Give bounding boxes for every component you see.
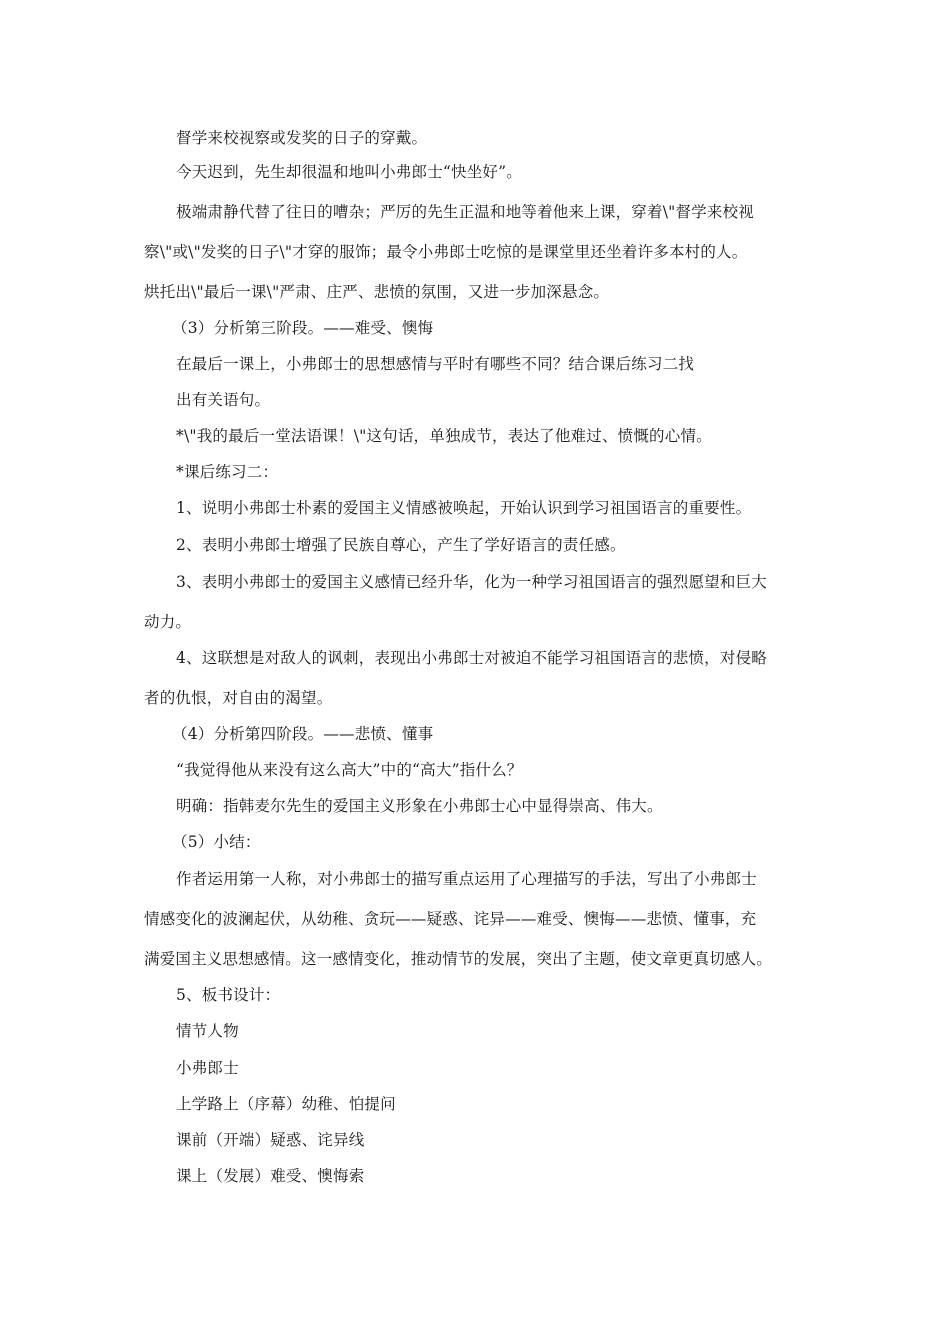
paragraph-line: 烘托出\"最后一课\"严肃、庄严、悲愤的氛围，又进一步加深悬念。	[144, 283, 610, 301]
paragraph-line: 情感变化的波澜起伏，从幼稚、贪玩——疑惑、诧异——难受、懊悔——悲愤、懂事，充	[144, 910, 757, 928]
paragraph-line: 察\"或\"发奖的日子\"才穿的服饰；最令小弗郎士吃惊的是课堂里还坐着许多本村的人。	[144, 243, 748, 261]
paragraph-line: 督学来校视察或发奖的日子的穿戴。	[176, 129, 428, 147]
list-item-continuation: 者的仇恨，对自由的渴望。	[144, 689, 333, 707]
paragraph-line: 情节人物	[176, 1022, 239, 1040]
list-item: 4、这联想是对敌人的讽刺，表现出小弗郎士对被迫不能学习祖国语言的悲愤，对侵略	[176, 649, 767, 667]
paragraph-line: 满爱国主义思想感情。这一感情变化，推动情节的发展，突出了主题，使文章更真切感人。	[144, 950, 773, 968]
section-heading: （4）分析第四阶段。——悲愤、懂事	[172, 725, 434, 743]
paragraph-line: 小弗郎士	[176, 1059, 239, 1077]
paragraph-line: 作者运用第一人称，对小弗郎士的描写重点运用了心理描写的手法，写出了小弗郎士	[176, 870, 757, 888]
paragraph-line: 上学路上（序幕）幼稚、怕提问	[176, 1095, 396, 1113]
list-item: 3、表明小弗郎士的爱国主义感情已经升华，化为一种学习祖国语言的强烈愿望和巨大	[176, 573, 767, 591]
paragraph-line: *\"我的最后一堂法语课！\"这句话，单独成节，表达了他难过、愤慨的心情。	[176, 427, 712, 445]
paragraph-line: 在最后一课上，小弗郎士的思想感情与平时有哪些不同？结合课后练习二找	[176, 355, 695, 373]
paragraph-line: 明确：指韩麦尔先生的爱国主义形象在小弗郎士心中显得崇高、伟大。	[176, 797, 663, 815]
list-item-continuation: 动力。	[144, 613, 192, 631]
section-heading: 5、板书设计：	[176, 986, 281, 1004]
section-heading: （5）小结：	[172, 833, 261, 851]
paragraph-line: 课上（发展）难受、懊悔索	[176, 1167, 365, 1185]
paragraph-line: 出有关语句。	[176, 391, 271, 409]
paragraph-line: *课后练习二：	[176, 463, 279, 481]
paragraph-line: 极端肃静代替了往日的嘈杂；严厉的先生正温和地等着他来上课，穿着\"督学来校视	[176, 203, 754, 221]
list-item: 2、表明小弗郎士增强了民族自尊心，产生了学好语言的责任感。	[176, 536, 626, 554]
list-item: 1、说明小弗郎士朴素的爱国主义情感被唤起，开始认识到学习祖国语言的重要性。	[176, 499, 752, 517]
paragraph-line: “我觉得他从来没有这么高大”中的“高大”指什么？	[176, 761, 523, 779]
paragraph-line: 今天迟到，先生却很温和地叫小弗郎士“快坐好”。	[176, 163, 522, 181]
paragraph-line: 课前（开端）疑惑、诧异线	[176, 1131, 365, 1149]
section-heading: （3）分析第三阶段。——难受、懊悔	[172, 319, 434, 337]
